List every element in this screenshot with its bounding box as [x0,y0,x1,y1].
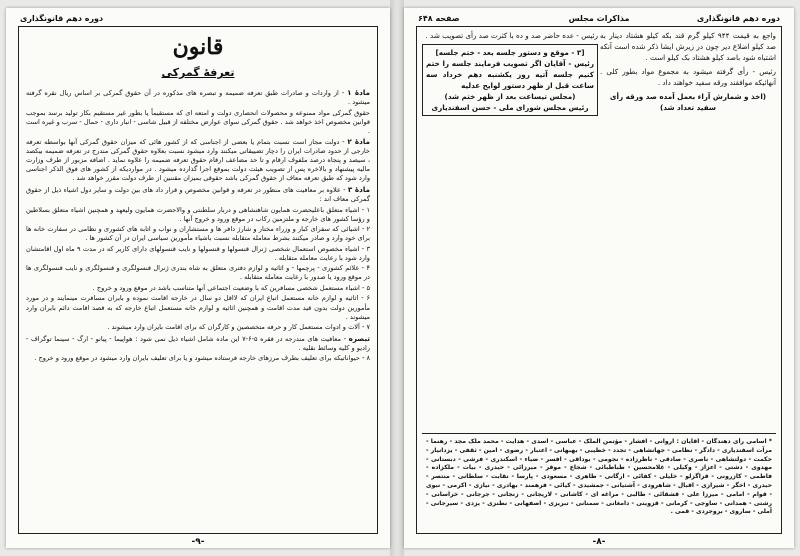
right-header-session: دوره دهم قانونگذاری [696,14,780,23]
article-text: ۴ - علائم کشوری - پرچمها - و اثاثیه و لوازم دفتری متعلق به شاه بندری ژنرال قنسولگری و قنسولگری و نایب قنسولگری ها در موقع ورود یا صدور با رعایت معامله متقابله . [26,264,370,282]
law-subtitle: تعرفهٔ گمرکی [161,66,235,79]
right-header-page-label: صفحه ۶۴۸ [418,14,460,23]
article-text: ۲ - اشیائی که سفرای کبار و وزراء مختار و شارژ دافر ها و مستشاران و نواب و اتابه های کشوری و نظامی در سفارت خانه ها برای خود وارد و صادر میکنند بشرط معامله متقابله نسبت باشیاء مأمورین سیاسی ایران در آن کشور ها . [26,225,370,243]
left-column [422,30,598,119]
budget-note: واجع به قیمت ۹۴۴ کیلو گرم قند بکه کیلو هشتاد دینار به صد کیلو اضلاع دیر چون در زیرش ایشا ذکر شده است آنکه اشتباه شود باصد کیلو هشتاد بک کیلو است . [600,31,776,62]
next-session-heading: [۳ - موقع و دستور جلسه بعد - ختم جلسه] [435,48,585,57]
next-session-text: رئیس - آقایان اگر تصویب فرمایند جلسه را ختم کنیم جلسه آتیه روز یکشنبه دهم خرداد سه ساعت قبل از ظهر دستور لوایح عدلیه [426,59,594,90]
next-session-box [422,44,598,116]
law-article [26,264,370,282]
left-page-header [20,14,376,26]
right-page-header [418,14,780,26]
article-text: حقوق گمرکی مواد ممنوعه و محصولات انحصاری دولت و امتعه ای که مستقیماً یا بطور غیر مستقیم بکار تولید برسد بموجب قوانین مخصوص اخذ خواهد شد . حقوق گمرکی سوای عوارض مختلفه از قبیل شاسی - انبار داری - حمال - سرب و غیره است . [26,108,370,135]
law-article [26,109,370,136]
vote-result-note: (اخذ و شمارش آراء بعمل آمده صد ورقه رأی سفید تعداد شد) [609,92,767,112]
law-article [26,334,370,353]
right-column [600,30,776,116]
law-article [26,245,370,263]
article-text: ۳ - اشیاء مخصوص استعمال شخصی ژنرال قنسولها و قنسولها و نایب قنسولهای دارای کاریر که در مدت ۹ ماه اول اقامتشان وارد شود با رعایت معامله متقابله . [26,244,370,262]
law-article [26,354,370,363]
vote-call: رئیس - رأی گرفته میشود به مجموع مواد بطور کلی . آنهائیکه موافقند ورقه سفید خواهند داد . [600,67,776,87]
article-label: تبصره [348,333,371,343]
session-closing-note: (مجلس تیساعت بعد از ظهر ختم شد) [444,92,576,101]
article-text: ۶ - اثاثیه و لوازم خانه مستعمل اتباع ایران که لااقل دو سال در خارجه اقامت نموده و بایران مسافرت مینمایند و در مورد مأمورین دولت بدون قید مدت اقامت و همچنین اثاثیه و لوازم خانه مستعمل اتباع خارجه که به قصد اقامت دائم بایران وارد میشوند . [26,294,370,321]
book-gutter [390,0,404,556]
right-header-journal: مذاکرات مجلس [568,14,630,23]
law-article [26,225,370,243]
left-page [6,8,390,548]
left-header-session: دوره دهم قانونگذاری [20,14,104,23]
article-text: - علاوه بر معافیت های منظور در تعرفه و قوانین مخصوص و قرار داد های بین دولت و سایر دول اشیاء ذیل از حقوق گمرکی معاف اند : [26,185,370,204]
law-article [26,185,370,204]
right-page [404,8,794,548]
article-text: ۷ - آلات و ادوات مستعمل کار و حرفه متخصصین و کارگران که برای اقامت بایران وارد میشوند . [107,323,370,332]
left-page-number: -۹- [191,537,205,547]
article-text: - معافیت های مندرجه در فقره ۵-۶-۷ این ماده شامل اشیاء ذیل نمی شود : هواپیما - پیانو - ارگ - سینما توگراف - رادیو و کلیه وسائط نقلیه . [26,334,370,352]
law-article [26,137,370,183]
article-label: مادهٔ ۱ [347,88,370,97]
article-text: ۵ - اشیاء مستعمل شخصی مسافرین که با وضعیت اجتماعی آنها متناسب باشد در موقع ورود و خروج . [92,283,370,292]
right-page-number: -۸- [592,537,606,547]
article-label: مادهٔ ۳ [347,184,370,194]
article-label: مادهٔ ۲ [347,137,370,147]
law-article [26,88,370,107]
article-text: ۱ - اشیاء متعلق باعلیحضرت همایون شاهنشاهی و دربار سلطنتی و والاحضرت همایون ولیعهد و همچنین اشیاء متعلق بسلاطین و رؤسا کشور های خارجه و ملتزمین رکاب در موقع ورود و خروج آنها . [26,205,370,223]
article-text: - دولت مجاز است نسبت بتمام یا بعضی از اجناسی که از کشور هائی که میزان حقوق گمرکی آنها بواسطه تعرفه خارجی از حدود صادرات ایران را دچار تضییقاتی میکنند وارد میشود نسبت بعلاوه حقوق گمرکی مندرج در تعرفه ضمیمه بیکصد ، سیصد و پنجاه درصد ملفوف ارقام و تا حد مضاعف ارقام حقوق تعرفه ضمیمه را علاوه نماید . اضافه مزبور از طرف وزارت مالیه پیشنهاد و بالاخره پس از تصویب هیئت دولت بموقع اجرا گذارده میشود . در مواردیکه از کشور های فوق الذکر اجناسی وارد شود که طبق تعرفه معاف از حقوق گمرکی باشد حقوقی بمیزان مقننین از طرف دولت مقرر خواهد شد . [26,138,370,183]
article-text: - از واردات و صادرات طبق تعرفه ضمیمه و تبصره های مذکوره در آن حقوق گمرکی بر اساس ریال نقره گرفته میشود . [26,89,370,107]
law-article [26,294,370,321]
law-title: قانون [172,34,224,60]
speaker-signature: رئیس مجلس شورای ملی - حسن اسفندیاری [431,103,589,112]
law-article [26,284,370,293]
voters-footnote: * اسامی رأی دهندگان - آقایان : اروانی - افشار - مؤتمن الملک - عباسی - اسدی - هدایت - محمد ملک مجد - رهنما - مرآت اسفندیاری - دادگر - نظامی - جهانشاهی - تجدد - خطیبی - بهبهانی - اعتبار - رضوی - امین - ثقفی - یزدانیار - حکمت - دولتشاهی - ناصری - صادقی - ناظرزاده - نجومی - بوداقی - افسر - ضیاء - اسکندری - فرشی - دبستانی - مهدوی - دشتی - اعزاز - وکیلی - غلامحسین - طباطبائی - شجاع - موقر - میرزائی - حیدری - بیات - ملکزاده - فاطمی - کازرونی - قراگزلو - خلیلی - کفائی - ارگانی - طاهری - مسعودی - پارسا - نقابت - سلطانی - منتصر - حیدری - اخگر - شیرازی - اقبال - شاهرودی - آشتیانی - جمشیدی - کیائی - فرهمند - بهادری - نیازی - اکرمی - نبوی - قوام - امامی - میرزا علی - قشقائی - طالبی - مراغه ای - کاشانی - لاریجانی - زنجانی - جرجانی - خراسانی - رشتی - همدانی - ساوجی - کرمانی - قزوینی - دامغانی - سمنانی - تبریزی - اصفهانی - نطنزی - یزدی - سیرجانی - آملی - ساروی - بروجردی - قمی . [426,438,772,516]
law-article [26,323,370,332]
approval-statement: رئیس - عده حاضر صد و ده با کثرت صد رأی تصویب شد . [425,31,598,40]
article-text: ۸ - حیواناتیکه برای تعلیف بطرف مرزهای خارجه فرستاده میشود و یا برای تعلیف بایران وارد میشود در موقع ورود و خروج . [34,354,370,363]
footnote-separator [422,433,776,434]
law-body [26,88,370,530]
law-article [26,206,370,224]
